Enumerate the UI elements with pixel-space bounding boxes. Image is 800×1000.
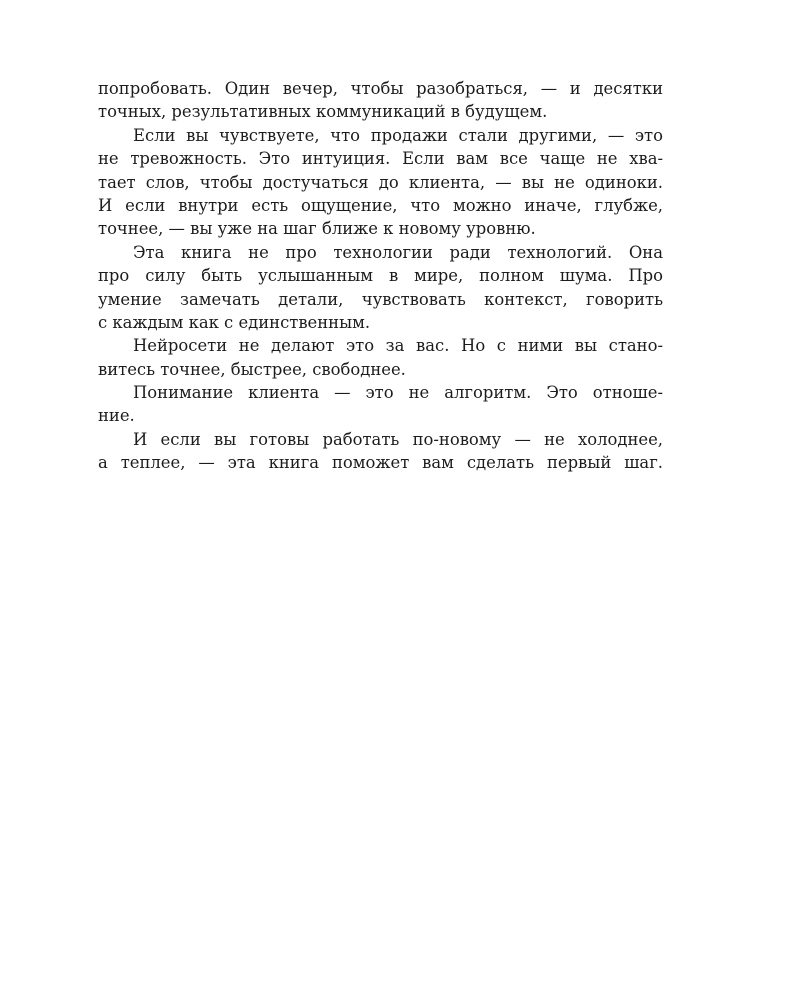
text-line: ние.: [98, 406, 135, 426]
text-line: точнее, — вы уже на шаг ближе к новому уровню.: [98, 219, 536, 239]
text-line: И если вы готовы работать по-новому — не холоднее,: [133, 429, 663, 449]
text-line: Эта книга не про технологии ради технологий. Она: [133, 242, 663, 262]
text-line: про силу быть услышанным в мире, полном шума. Про: [98, 266, 663, 286]
text-line: Понимание клиента — это не алгоритм. Это отноше-: [133, 383, 663, 403]
text-line: Если вы чувствуете, что продажи стали другими, — это: [133, 125, 663, 145]
text-line: умение замечать детали, чувствовать контекст, говорить: [98, 289, 663, 309]
text-line: не тревожность. Это интуиция. Если вам все чаще не хва-: [98, 149, 663, 169]
text-line: точных, результативных коммуникаций в будущем.: [98, 102, 548, 122]
text-line: Нейросети не делают это за вас. Но с ними вы стано-: [133, 336, 663, 356]
text-line: а теплее, — эта книга поможет вам сделать первый шаг.: [98, 453, 663, 473]
text-line: с каждым как с единственным.: [98, 312, 371, 332]
text-line: попробовать. Один вечер, чтобы разобраться, — и десятки: [98, 79, 663, 98]
text-line: И если внутри есть ощущение, что можно иначе, глубже,: [98, 195, 663, 215]
text-line: витесь точнее, быстрее, свободнее.: [98, 359, 406, 379]
book-page-text: [98, 77, 663, 475]
text-line: тает слов, чтобы достучаться до клиента, — вы не одиноки.: [98, 172, 663, 192]
